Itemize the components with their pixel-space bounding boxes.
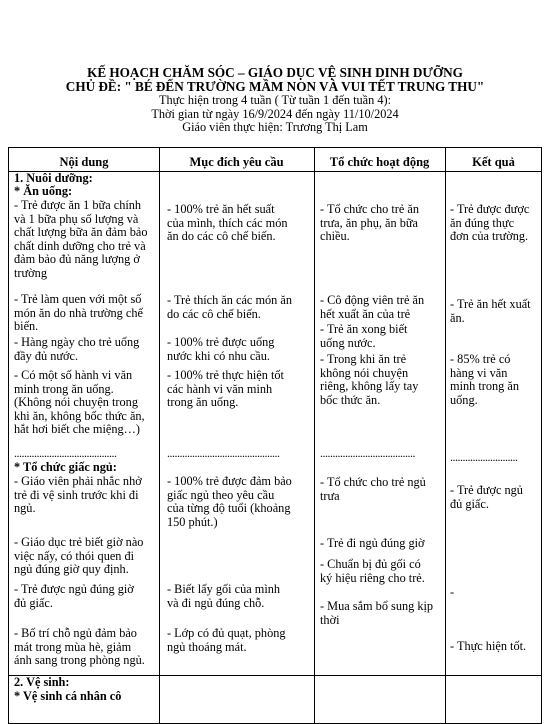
purpose-item: - 100% trẻ được uống nước khi có nhu cầu. — [167, 335, 275, 363]
purpose-item: - 100% trẻ được đảm bảo giấc ngủ theo yêu cầu của từng độ tuổi (khoảng 150 phút.) — [167, 474, 292, 529]
subheading-personal-hygiene: * Vệ sinh cá nhân cô — [14, 689, 122, 703]
col-header-result: Kết quả — [472, 155, 515, 169]
content-item: - Trẻ được ăn 1 bữa chính và 1 bữa phụ số lượng và chất lượng bữa ăn đảm bảo chất dinh dưỡng cho trẻ và đảm bảo đủ năng lượng ở trường — [14, 198, 148, 280]
content-item: - Trẻ làm quen với một số món ăn do nhà trường chế biến. — [14, 292, 143, 334]
document-title: KẾ HOẠCH CHĂM SÓC – GIÁO DỤC VỆ SINH DINH DƯỠNG — [87, 65, 463, 80]
subheading-eating: * Ăn uống: — [14, 184, 73, 198]
activity-item: - Trong khi ăn trẻ không nói chuyện riêng, không lấy tay bốc thức ăn. — [320, 352, 419, 407]
document-theme: CHỦ ĐỀ: " BÉ ĐẾN TRƯỜNG MẦM NON VÀ VUI TẾT TRUNG THU" — [65, 79, 485, 94]
dotted-separator: ........................... — [450, 450, 518, 464]
subheading-sleep: * Tổ chức giấc ngủ: — [14, 460, 117, 474]
activity-item: - Chuẩn bị đủ gối có ký hiệu riêng cho trẻ. — [320, 557, 425, 585]
col-header-activity: Tổ chức hoạt động — [329, 155, 430, 169]
duration-line: Thực hiện trong 4 tuần ( Từ tuần 1 đến tuần 4): — [158, 93, 391, 107]
content-item: - Giáo viên phải nhắc nhở trẻ đi vệ sinh trước khi đi ngủ. — [14, 474, 142, 516]
content-item: - Giáo dục trẻ biết giờ nào việc nấy, có thói quen đi ngủ đúng giờ quy định. — [14, 535, 144, 577]
activity-item: - Cô động viên trẻ ăn hết xuất ăn của trẻ — [320, 293, 425, 321]
plan-table — [8, 147, 542, 724]
purpose-item: - Trẻ thích ăn các món ăn do các cô chế biến. — [167, 293, 292, 321]
result-item: - 85% trẻ có hàng vi văn minh trong ăn uống. — [450, 352, 519, 407]
dotted-separator: ......................................... — [14, 446, 117, 460]
content-item: - Bố trí chỗ ngủ đảm bảo mát trong mùa hè, giảm ánh sang trong phòng ngủ. — [14, 626, 145, 668]
dotted-separator: ...................................... — [320, 446, 415, 460]
purpose-item: - Lớp có đủ quạt, phòng ngủ thoáng mát. — [167, 626, 286, 654]
period-line: Thời gian từ ngày 16/9/2024 đến ngày 11/10/2024 — [151, 106, 399, 121]
result-item: - Trẻ ăn hết xuất ăn. — [450, 297, 531, 325]
result-item: - Trẻ được được ăn đúng thực đơn của trường. — [450, 202, 530, 244]
activity-item: - Trẻ đi ngủ đúng giờ — [320, 536, 425, 550]
purpose-item: - 100% trẻ thực hiện tốt các hành vi văn minh trong ăn uống. — [167, 368, 284, 410]
activity-item: - Mua sắm bổ sung kịp thời — [320, 599, 434, 627]
col-header-content: Nội dung — [59, 155, 109, 169]
dotted-separator: ............................................. — [167, 446, 280, 460]
col-divider — [445, 148, 446, 723]
section-heading-nutrition: 1. Nuôi dưỡng: — [14, 171, 93, 185]
content-item: - Hàng ngày cho trẻ uống đầy đủ nước. — [14, 335, 140, 363]
col-divider — [159, 148, 160, 723]
result-item: - Thực hiện tốt. — [450, 639, 527, 653]
content-item: - Có một số hành vi văn minh trong ăn uống. (Không nói chuyện trong khi ăn, không bốc thức ăn, hắt hơi biết che miệng…) — [14, 368, 145, 437]
activity-item: - Trẻ ăn xong biết uống nước. — [320, 322, 408, 350]
teacher-line: Giáo viên thực hiện: Trương Thị Lam — [182, 120, 368, 134]
col-divider — [314, 148, 315, 723]
activity-item: - Tổ chức cho trẻ ngủ trưa — [320, 475, 426, 503]
content-item: - Trẻ được ngủ đúng giờ đủ giấc. — [14, 582, 134, 610]
purpose-item: - Biết lấy gối của mình và đi ngủ đúng chỗ. — [167, 582, 281, 610]
section-heading-hygiene: 2. Vệ sinh: — [14, 675, 70, 689]
document-header — [0, 66, 550, 135]
section-divider — [9, 675, 541, 676]
activity-item: - Tổ chức cho trẻ ăn trưa, ăn phụ, ăn bữa chiều. — [320, 202, 419, 244]
result-item: - — [450, 585, 455, 599]
result-item: - Trẻ được ngủ đủ giấc. — [450, 483, 523, 511]
purpose-item: - 100% trẻ ăn hết suất của mình, thích các món ăn do các cô chế biến. — [167, 202, 288, 244]
col-header-purpose: Mục đích yêu cầu — [189, 155, 284, 169]
